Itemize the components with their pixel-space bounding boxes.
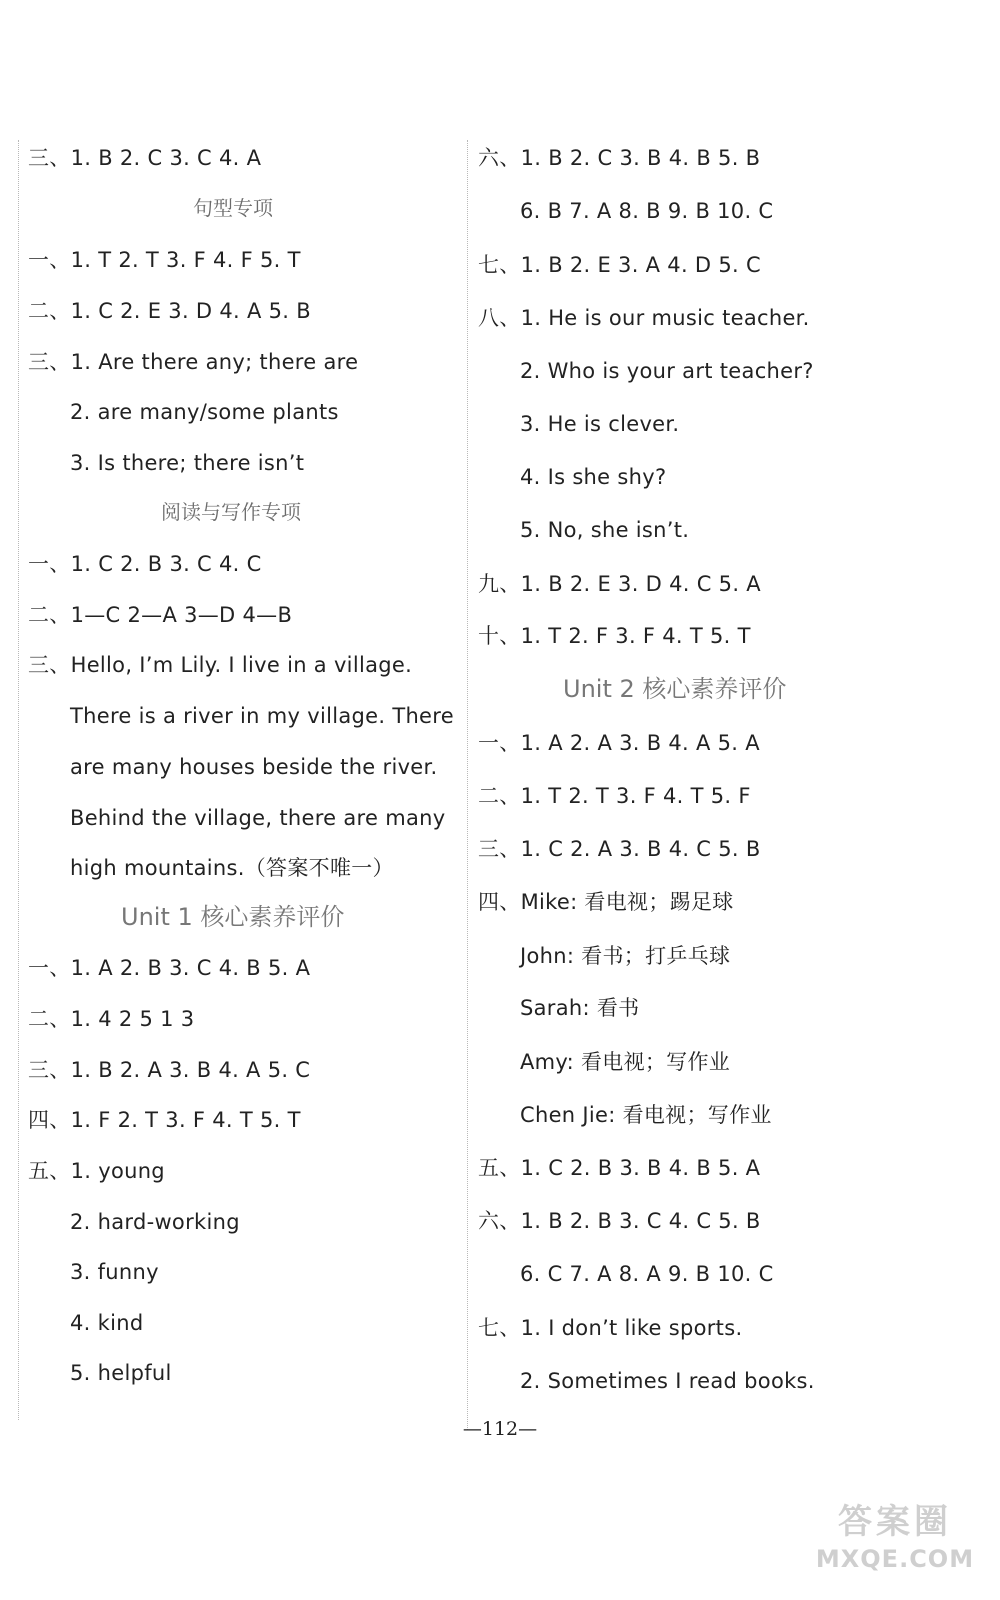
answer-line: 5. No, she isn’t. [520,518,690,542]
answer-line: 七、1. I don’t like sports. [478,1316,743,1340]
page-number: —112— [462,1418,538,1440]
answer-line: 2. Sometimes I read books. [520,1369,815,1393]
answer-line: 四、Mike: 看电视；踢足球 [478,890,734,914]
answer-line: 四、1. F 2. T 3. F 4. T 5. T [28,1108,301,1132]
answer-line: 三、1. B 2. A 3. B 4. A 5. C [28,1058,311,1082]
answer-line: 二、1. T 2. T 3. F 4. T 5. F [478,784,751,808]
answer-line: 三、1. Are there any; there are [28,350,359,374]
answer-line: 七、1. B 2. E 3. A 4. D 5. C [478,253,761,277]
watermark-url: MXQE.COM [815,1545,975,1573]
answer-line: 三、1. B 2. C 3. C 4. A [28,146,262,170]
answer-line: 一、1. C 2. B 3. C 4. C [28,552,262,576]
answer-line: 3. Is there; there isn’t [70,451,305,475]
answer-line: 十、1. T 2. F 3. F 4. T 5. T [478,624,751,648]
answer-line: 一、1. T 2. T 3. F 4. F 5. T [28,248,301,272]
section-heading: 句型专项 [193,196,273,220]
answer-line: 八、1. He is our music teacher. [478,306,810,330]
section-heading: 阅读与写作专项 [161,500,301,524]
section-heading: Unit 2 核心素养评价 [563,675,787,703]
answer-line: 4. Is she shy? [520,465,667,489]
answer-line: 2. are many/some plants [70,400,339,424]
answer-line: 二、1—C 2—A 3—D 4—B [28,603,293,627]
answer-line: 二、1. 4 2 5 1 3 [28,1007,195,1031]
answer-line: 3. funny [70,1260,159,1284]
answer-line: 五、1. young [28,1159,165,1183]
answer-line: Sarah: 看书 [520,996,640,1020]
answer-line: 五、1. C 2. B 3. B 4. B 5. A [478,1156,761,1180]
answer-line: 二、1. C 2. E 3. D 4. A 5. B [28,299,311,323]
watermark-logo [810,1500,980,1574]
answer-line: 2. hard-working [70,1210,240,1234]
left-margin-rule [18,140,19,1420]
answer-line: 6. C 7. A 8. A 9. B 10. C [520,1262,774,1286]
section-heading: Unit 1 核心素养评价 [121,903,345,931]
answer-line: high mountains.（答案不唯一） [70,856,394,880]
answer-line: 六、1. B 2. C 3. B 4. B 5. B [478,146,761,170]
answer-line: 5. helpful [70,1361,172,1385]
answer-line: Chen Jie: 看电视；写作业 [520,1103,772,1127]
answer-line: 九、1. B 2. E 3. D 4. C 5. A [478,572,761,596]
column-divider-rule [467,140,468,1430]
answer-line: John: 看书；打乒乓球 [520,944,731,968]
answer-line: Behind the village, there are many [70,806,446,830]
answer-line: are many houses beside the river. [70,755,438,779]
answer-line: 六、1. B 2. B 3. C 4. C 5. B [478,1209,761,1233]
answer-line: Amy: 看电视；写作业 [520,1050,731,1074]
answer-line: 一、1. A 2. A 3. B 4. A 5. A [478,731,760,755]
answer-line: 6. B 7. A 8. B 9. B 10. C [520,199,774,223]
watermark-glyphs: 答案圈 [838,1502,952,1542]
answer-line: 一、1. A 2. B 3. C 4. B 5. A [28,956,311,980]
answer-line: 2. Who is your art teacher? [520,359,814,383]
answer-line: 三、Hello, I’m Lily. I live in a village. [28,653,413,677]
answer-line: There is a river in my village. There [70,704,454,728]
answer-line: 3. He is clever. [520,412,680,436]
answer-line: 三、1. C 2. A 3. B 4. C 5. B [478,837,761,861]
answer-line: 4. kind [70,1311,144,1335]
